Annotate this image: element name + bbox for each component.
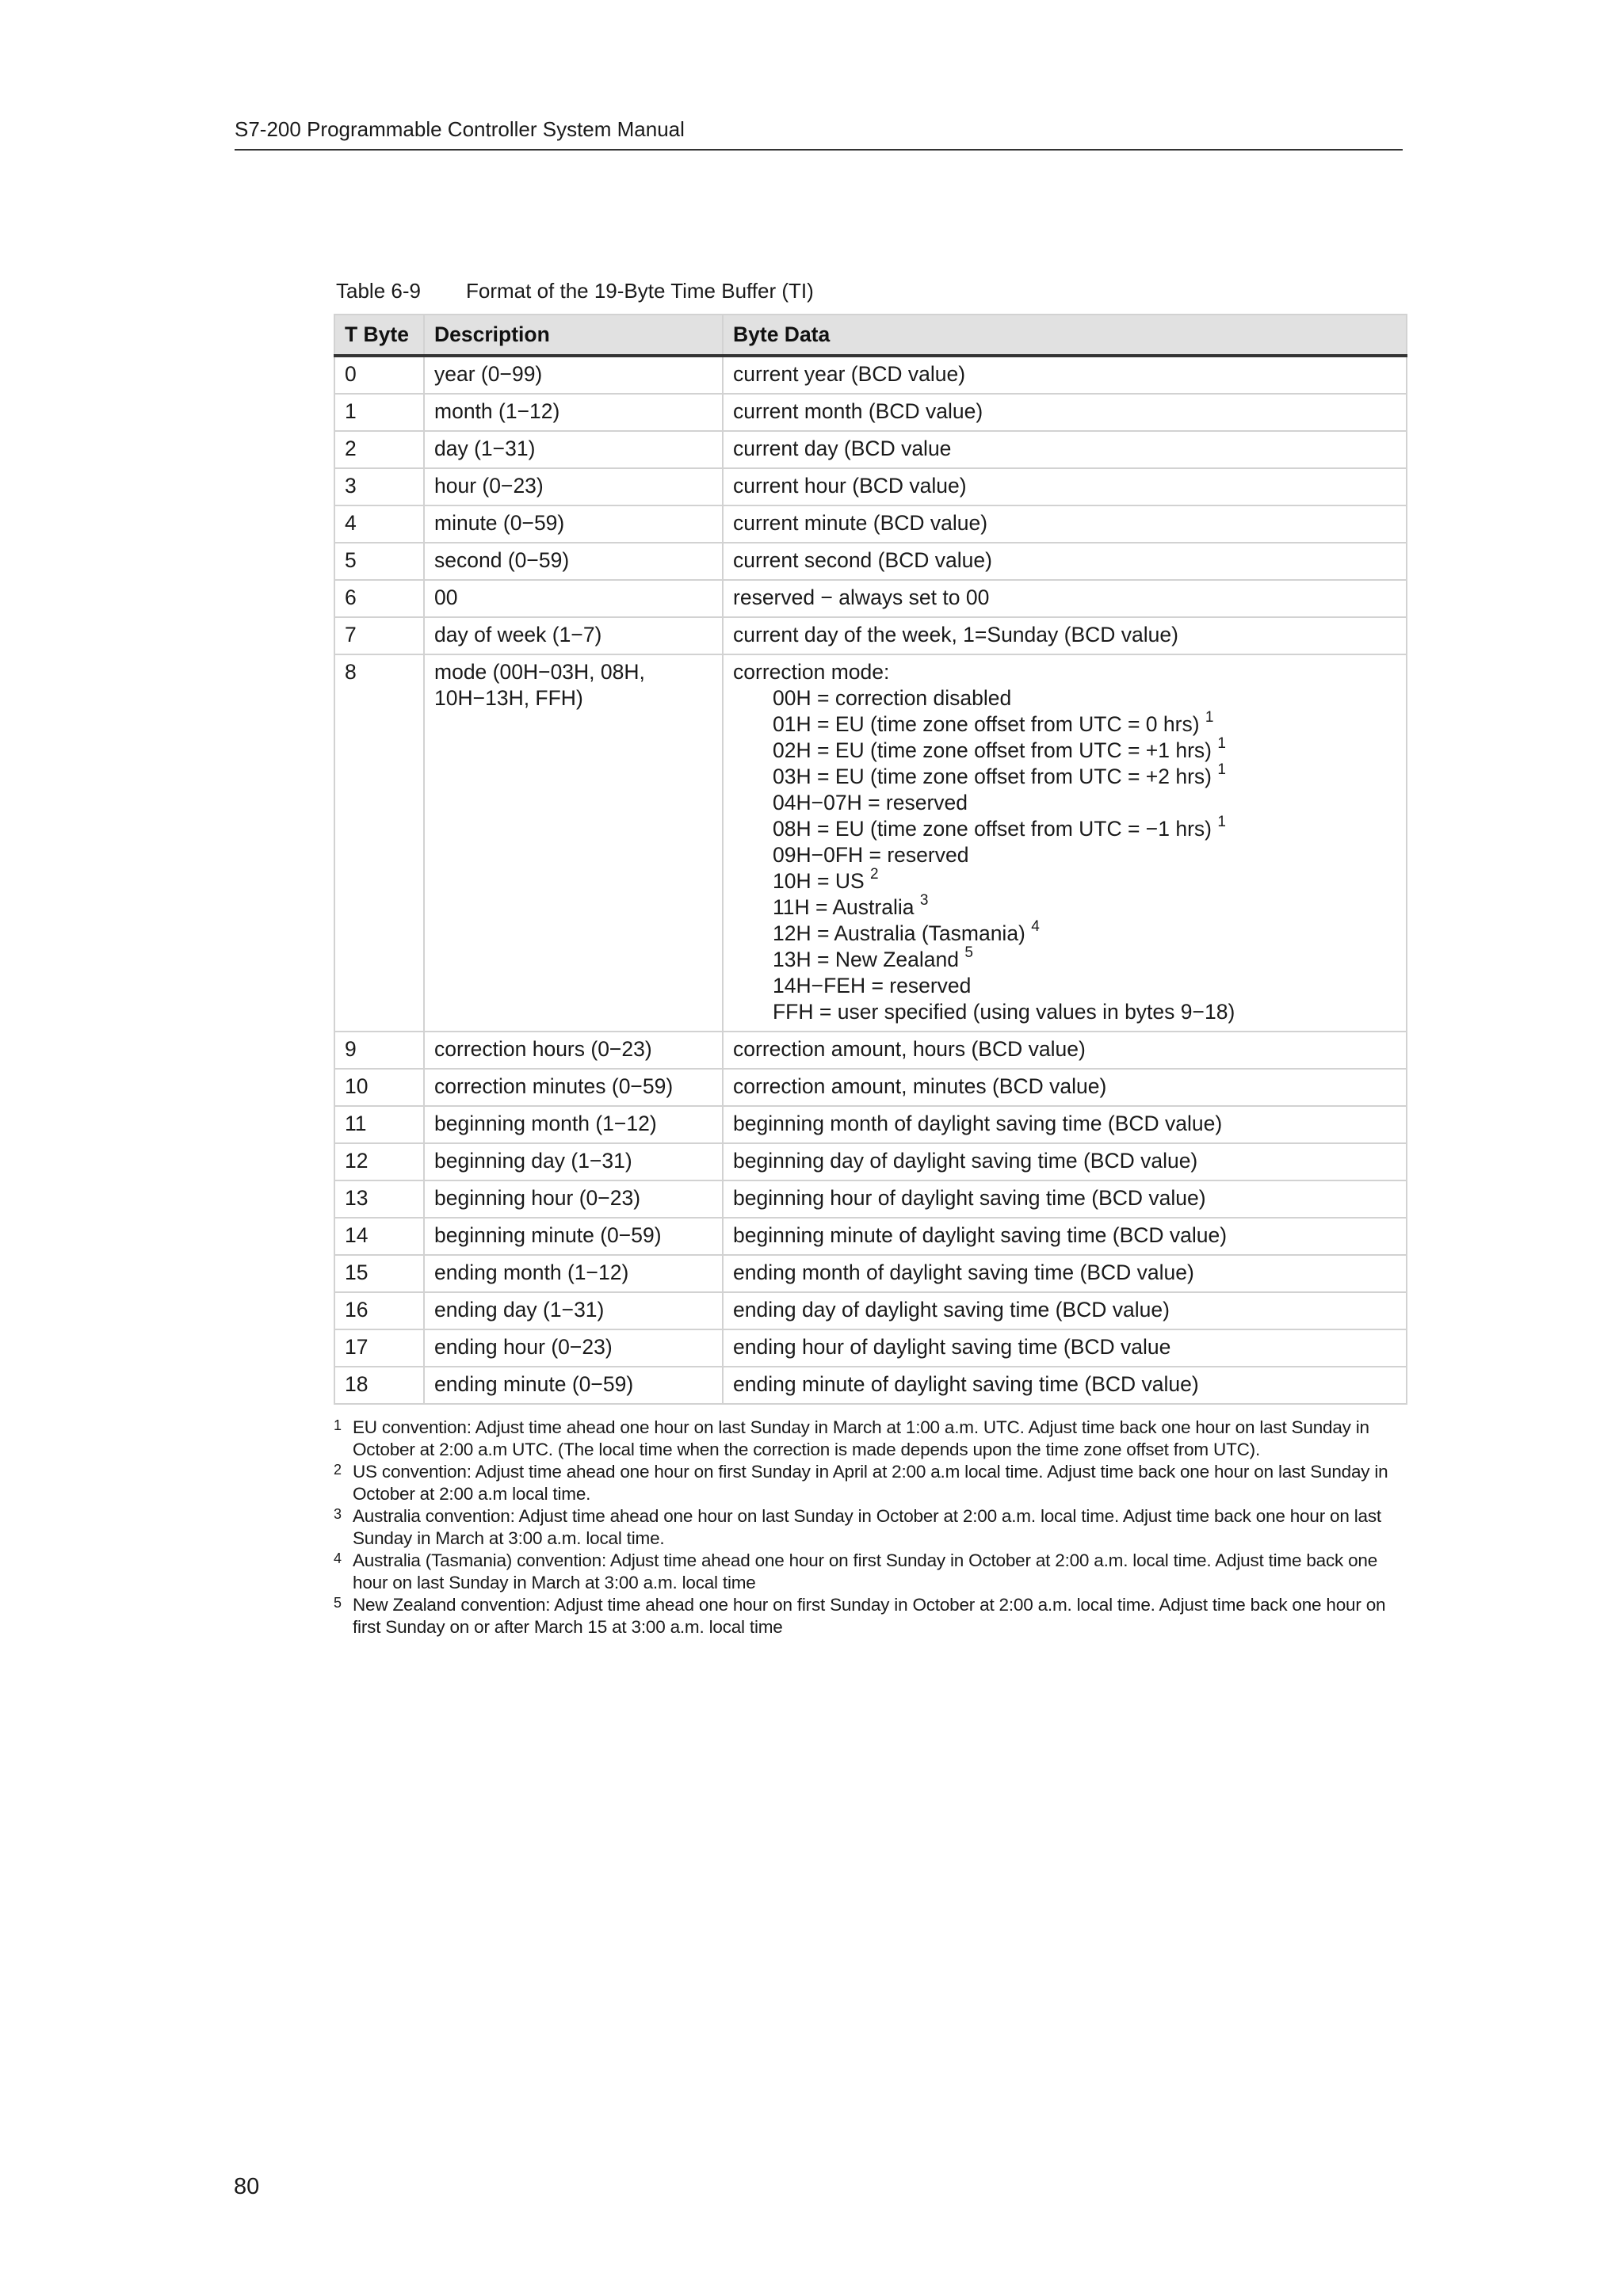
byte-data-cell: correction amount, hours (BCD value) xyxy=(723,1032,1407,1069)
byte-data-cell: beginning day of daylight saving time (BCD value) xyxy=(723,1143,1407,1180)
mode-option-text: 04H−07H = reserved xyxy=(773,791,968,814)
description-cell: beginning day (1−31) xyxy=(424,1143,723,1180)
table-row xyxy=(334,1032,1407,1069)
byte-cell: 1 xyxy=(334,394,424,431)
byte-cell: 5 xyxy=(334,543,424,580)
byte-cell: 2 xyxy=(334,431,424,468)
mode-option xyxy=(773,816,1396,842)
byte-data-cell: current day (BCD value xyxy=(723,431,1407,468)
byte-data-cell: current year (BCD value) xyxy=(723,356,1407,394)
description-cell: ending day (1−31) xyxy=(424,1292,723,1329)
byte-cell: 12 xyxy=(334,1143,424,1180)
footnote xyxy=(334,1594,1407,1638)
table-row xyxy=(334,1106,1407,1143)
mode-option-text: 14H−FEH = reserved xyxy=(773,974,972,997)
footnote xyxy=(334,1461,1407,1505)
mode-option xyxy=(773,973,1396,999)
table-row xyxy=(334,1143,1407,1180)
mode-description-line: mode (00H−03H, 08H, xyxy=(434,660,645,684)
description-cell: ending minute (0−59) xyxy=(424,1367,723,1404)
column-header-t-byte: T Byte xyxy=(334,315,424,356)
footnote-text: Australia (Tasmania) convention: Adjust time ahead one hour on first Sunday in October at 2:00 a.m. local time. Adjust time back one hour on last Sunday in March at 3:00 a.m. local time xyxy=(353,1550,1378,1592)
mode-option-text: 10H = US xyxy=(773,869,865,893)
footnote xyxy=(334,1550,1407,1594)
byte-cell: 18 xyxy=(334,1367,424,1404)
byte-cell: 3 xyxy=(334,468,424,505)
byte-cell: 17 xyxy=(334,1329,424,1367)
mode-option xyxy=(773,918,1396,947)
byte-cell: 14 xyxy=(334,1218,424,1255)
mode-option-text: 03H = EU (time zone offset from UTC = +2 hrs) xyxy=(773,765,1212,788)
table-row xyxy=(334,1367,1407,1404)
table-row xyxy=(334,1329,1407,1367)
footnotes xyxy=(334,1417,1407,1638)
description-cell: minute (0−59) xyxy=(424,505,723,543)
description-cell: 00 xyxy=(424,580,723,617)
description-cell: correction hours (0−23) xyxy=(424,1032,723,1069)
footnote-text: EU convention: Adjust time ahead one hour on last Sunday in March at 1:00 a.m. UTC. Adjust time back one hour on last Sunday in October at 2:00 a.m UTC. (The local time when the correction is made depends upon the time zone offset from UTC). xyxy=(353,1417,1369,1459)
byte-cell: 16 xyxy=(334,1292,424,1329)
table-row xyxy=(334,356,1407,394)
byte-data-cell: beginning month of daylight saving time (BCD value) xyxy=(723,1106,1407,1143)
description-cell: second (0−59) xyxy=(424,543,723,580)
table-row xyxy=(334,543,1407,580)
mode-option-text: 02H = EU (time zone offset from UTC = +1 hrs) xyxy=(773,738,1212,762)
byte-data-cell xyxy=(723,654,1407,1032)
footnote-ref: 1 xyxy=(1217,735,1226,753)
description-cell xyxy=(424,654,723,1032)
mode-option-text: FFH = user specified (using values in bytes 9−18) xyxy=(773,1000,1235,1024)
description-cell: day of week (1−7) xyxy=(424,617,723,654)
mode-intro: correction mode: xyxy=(733,660,890,684)
mode-option xyxy=(773,894,1396,921)
table-row xyxy=(334,617,1407,654)
byte-data-cell: reserved − always set to 00 xyxy=(723,580,1407,617)
page-header xyxy=(235,116,1403,151)
footnote-mark: 5 xyxy=(334,1595,342,1611)
mode-option xyxy=(773,735,1396,764)
column-header-description: Description xyxy=(424,315,723,356)
description-cell: beginning minute (0−59) xyxy=(424,1218,723,1255)
column-header-byte-data: Byte Data xyxy=(723,315,1407,356)
mode-option-text: 01H = EU (time zone offset from UTC = 0 hrs) xyxy=(773,712,1200,736)
description-cell: ending hour (0−23) xyxy=(424,1329,723,1367)
table-row-mode xyxy=(334,654,1407,1032)
mode-option-text: 13H = New Zealand xyxy=(773,948,959,971)
footnote-ref: 1 xyxy=(1205,709,1214,727)
byte-data-cell: current day of the week, 1=Sunday (BCD value) xyxy=(723,617,1407,654)
byte-cell: 4 xyxy=(334,505,424,543)
description-cell: day (1−31) xyxy=(424,431,723,468)
footnote-text: US convention: Adjust time ahead one hour on first Sunday in April at 2:00 a.m local time. Adjust time back one hour on last Sunday in October at 2:00 a.m local time. xyxy=(353,1462,1388,1504)
mode-option xyxy=(773,842,1396,868)
byte-cell: 11 xyxy=(334,1106,424,1143)
mode-option xyxy=(773,790,1396,816)
mode-description-line: 10H−13H, FFH) xyxy=(434,686,583,710)
footnote-mark: 1 xyxy=(334,1417,342,1433)
byte-data-cell: current month (BCD value) xyxy=(723,394,1407,431)
description-cell: month (1−12) xyxy=(424,394,723,431)
description-cell: hour (0−23) xyxy=(424,468,723,505)
description-cell: correction minutes (0−59) xyxy=(424,1069,723,1106)
byte-data-cell: beginning hour of daylight saving time (BCD value) xyxy=(723,1180,1407,1218)
mode-option-text: 12H = Australia (Tasmania) xyxy=(773,921,1025,945)
footnote xyxy=(334,1417,1407,1461)
footnote-mark: 4 xyxy=(334,1550,342,1566)
footnote xyxy=(334,1505,1407,1550)
table-row xyxy=(334,431,1407,468)
mode-option-text: 11H = Australia xyxy=(773,895,915,919)
byte-data-cell: ending minute of daylight saving time (BCD value) xyxy=(723,1367,1407,1404)
mode-option-text: 09H−0FH = reserved xyxy=(773,843,969,867)
byte-cell: 9 xyxy=(334,1032,424,1069)
table-row xyxy=(334,1255,1407,1292)
byte-data-cell: correction amount, minutes (BCD value) xyxy=(723,1069,1407,1106)
table-row xyxy=(334,580,1407,617)
description-cell: ending month (1−12) xyxy=(424,1255,723,1292)
footnote-ref: 1 xyxy=(1217,814,1226,831)
table-row xyxy=(334,394,1407,431)
mode-option xyxy=(773,999,1396,1025)
table-row xyxy=(334,1069,1407,1106)
footnote-mark: 3 xyxy=(334,1506,342,1522)
description-cell: beginning hour (0−23) xyxy=(424,1180,723,1218)
time-buffer-table xyxy=(334,314,1407,1405)
mode-option xyxy=(773,685,1396,711)
footnote-ref: 1 xyxy=(1217,761,1226,779)
footnote-ref: 4 xyxy=(1031,918,1040,936)
description-cell: beginning month (1−12) xyxy=(424,1106,723,1143)
table-row xyxy=(334,468,1407,505)
table-row xyxy=(334,1292,1407,1329)
mode-option xyxy=(773,711,1396,738)
table-row xyxy=(334,1218,1407,1255)
footnote-ref: 2 xyxy=(870,866,879,883)
table-caption-title: Format of the 19-Byte Time Buffer (TI) xyxy=(466,279,814,303)
byte-cell: 13 xyxy=(334,1180,424,1218)
footnote-ref: 3 xyxy=(919,892,929,910)
byte-data-cell: ending hour of daylight saving time (BCD value xyxy=(723,1329,1407,1367)
footnote-ref: 5 xyxy=(964,944,973,962)
byte-data-cell: ending month of daylight saving time (BCD value) xyxy=(723,1255,1407,1292)
byte-cell: 0 xyxy=(334,356,424,394)
mode-option-text: 00H = correction disabled xyxy=(773,686,1012,710)
byte-data-cell: current second (BCD value) xyxy=(723,543,1407,580)
footnote-mark: 2 xyxy=(334,1462,342,1478)
mode-option-text: 08H = EU (time zone offset from UTC = −1 hrs) xyxy=(773,817,1212,841)
description-cell: year (0−99) xyxy=(424,356,723,394)
mode-list xyxy=(733,685,1396,1025)
mode-option xyxy=(773,944,1396,973)
byte-data-cell: beginning minute of daylight saving time (BCD value) xyxy=(723,1218,1407,1255)
table-row xyxy=(334,505,1407,543)
byte-cell: 15 xyxy=(334,1255,424,1292)
table-caption xyxy=(336,277,814,304)
page-number: 80 xyxy=(234,2174,260,2199)
byte-cell: 7 xyxy=(334,617,424,654)
byte-data-cell: current hour (BCD value) xyxy=(723,468,1407,505)
byte-cell: 10 xyxy=(334,1069,424,1106)
mode-option xyxy=(773,761,1396,790)
byte-data-cell: current minute (BCD value) xyxy=(723,505,1407,543)
footnote-text: Australia convention: Adjust time ahead one hour on last Sunday in October at 2:00 a.m. local time. Adjust time back one hour on last Sunday in March at 3:00 a.m. local time. xyxy=(353,1506,1381,1548)
table-caption-number: Table 6-9 xyxy=(336,279,421,303)
footnote-text: New Zealand convention: Adjust time ahead one hour on first Sunday in October at 2:00 a.m. local time. Adjust time back one hour on first Sunday on or after March 15 at 3:00 a.m. local time xyxy=(353,1595,1386,1637)
byte-cell: 6 xyxy=(334,580,424,617)
table-header-row xyxy=(334,315,1407,356)
byte-data-cell: ending day of daylight saving time (BCD value) xyxy=(723,1292,1407,1329)
manual-title: S7-200 Programmable Controller System Manual xyxy=(235,117,685,141)
byte-cell: 8 xyxy=(334,654,424,1032)
table-row xyxy=(334,1180,1407,1218)
mode-option xyxy=(773,868,1396,894)
